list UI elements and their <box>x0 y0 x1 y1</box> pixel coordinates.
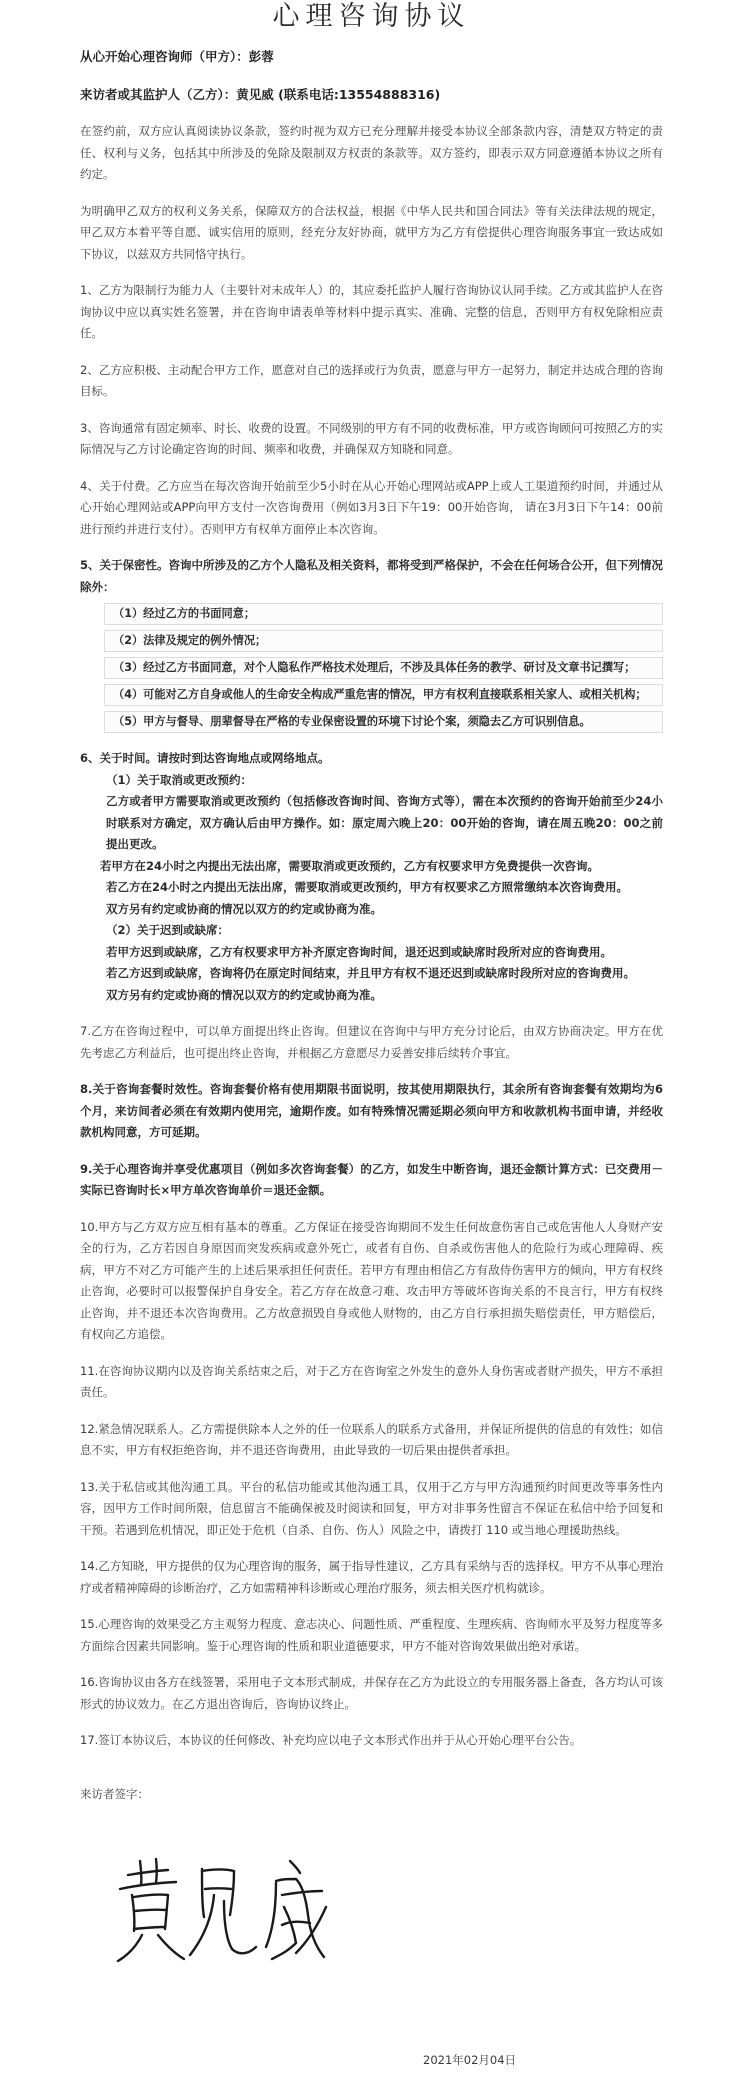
handwritten-signature <box>110 1855 340 1970</box>
clause-3: 3、咨询通常有固定频率、时长、收费的设置。不同级别的甲方有不同的收费标准，甲方或咨询顾问可按照乙方的实际情况与乙方讨论确定咨询的时间、频率和收费，并确保双方知晓和同意。 <box>80 420 663 456</box>
agreement-document <box>80 0 663 1805</box>
clause-13: 13.关于私信或其他沟通工具。平台的私信功能或其他沟通工具，仅用于乙方与甲方沟通预约时间更改等事务性内容，因甲方工作时间所限，信息留言不能确保被及时阅读和回复，甲方对非事务性留言不保证在私信中给予回复和干预。若遇到危机情况，即正处于危机（自杀、自伤、伤人）风险之中，请拨打 110 或当地心理援助热线。 <box>80 1479 663 1537</box>
clause-1: 1、乙方为限制行为能力人（主要针对未成年人）的，其应委托监护人履行咨询协议认同手续。乙方或其监护人在咨询协议中应以真实姓名签署，并在咨询申请表单等材料中提示真实、准确、完整的信息，否则甲方有权免除相应责任。 <box>80 283 663 340</box>
clause-5-item: （5）甲方与督导、朋辈督导在严格的专业保密设置的环境下讨论个案，须隐去乙方可识别信息。 <box>104 711 663 733</box>
clause-6-sub1-line: 若甲方在24小时之内提出无法出席，需要取消或更改预约，乙方有权要求甲方免费提供一次咨询。 <box>100 858 599 873</box>
clause-5-item: （2）法律及规定的例外情况； <box>104 630 663 652</box>
clause-7: 7.乙方在咨询过程中，可以单方面提出终止咨询。但建议在咨询中与甲方充分讨论后，由双方协商决定。甲方在优先考虑乙方利益后，也可提出终止咨询，并根据乙方意愿尽力妥善安排后续转介事宜。 <box>80 1024 663 1060</box>
clause-8: 8.关于咨询套餐时效性。咨询套餐价格有使用期限书面说明，按其使用期限执行，其余所有咨询套餐有效期均为6个月，来访间者必须在有效期内使用完，逾期作废。如有特殊情况需延期必须向甲方和收款机构书面申请，并经收款机构同意，方可延期。 <box>80 1082 663 1139</box>
clause-6-sub2-title: （2）关于迟到或缺席： <box>106 923 230 937</box>
clause-12: 12.紧急情况联系人。乙方需提供除本人之外的任一位联系人的联系方式备用，并保证所提供的信息的有效性；如信息不实，甲方有权拒绝咨询，并不退还咨询费用，由此导致的一切后果由提供者承担。 <box>80 1421 663 1457</box>
clause-14: 14.乙方知晓，甲方提供的仅为心理咨询的服务，属于指导性建议，乙方具有采纳与否的选择权。甲方不从事心理治疗或者精神障碍的诊断治疗，乙方如需精神科诊断或心理治疗服务，须去相关医疗机构就诊。 <box>80 1559 663 1595</box>
clause-6: 6、关于时间。请按时到达咨询地点或网络地点。 <box>80 751 330 765</box>
clause-16: 16.咨询协议由各方在线签署，采用电子文本形式制成，并保存在乙方为此设立的专用服务器上备查，各方均认可该形式的协议效力。在乙方退出咨询后，咨询协议终止。 <box>80 1675 663 1711</box>
intro-paragraph-1: 在签约前，双方应认真阅读协议条款，签约时视为双方已充分理解并接受本协议全部条款内容，清楚双方特定的责任、权利与义务，包括其中所涉及的免除及限制双方权责的条款等。双方签约，即表示双方同意遵循本协议之所有约定。 <box>80 124 663 181</box>
clause-15: 15.心理咨询的效果受乙方主观努力程度、意志决心、问题性质、严重程度、生理疾病、咨询师水平及努力程度等多方面综合因素共同影响。鉴于心理咨询的性质和职业道德要求，甲方不能对咨询效果做出绝对承诺。 <box>80 1617 663 1653</box>
clause-6-sub1-title: （1）关于取消或更改预约： <box>106 772 253 787</box>
clause-11: 11.在咨询协议期内以及咨询关系结束之后，对于乙方在咨询室之外发生的意外人身伤害或者财产损失，甲方不承担责任。 <box>80 1363 663 1399</box>
clause-9: 9.关于心理咨询并享受优惠项目（例如多次咨询套餐）的乙方，如发生中断咨询，退还金额计算方式：已交费用－实际已咨询时长×甲方单次咨询单价＝退还金额。 <box>80 1161 663 1197</box>
page-title: 心理咨询协议 <box>272 1 471 32</box>
signature-label: 来访者签字： <box>80 1786 149 1801</box>
party-a: 从心开始心理咨询师（甲方）：彭蓉 <box>80 49 274 64</box>
clause-6-sub1-line: 双方另有约定或协商的情况以双方的约定或协商为准。 <box>106 901 382 916</box>
clause-6-sub1-line: 若乙方在24小时之内提出无法出席，需要取消或更改预约，甲方有权要求乙方照常缴纳本次咨询费用。 <box>106 880 628 894</box>
clause-10: 10.甲方与乙方双方应互相有基本的尊重。乙方保证在接受咨询期间不发生任何故意伤害自己或危害他人人身财产安全的行为，乙方若因自身原因而突发疾病或意外死亡，或者有自伤、自杀或伤害他人的危险行为或心理障碍、疾病，甲方不对乙方可能产生的上述后果承担任何责任。若甲方有理由相信乙方有敌侍伤害甲方的倾向，甲方有权终止咨询，必要时可以报警保护自身安全。若乙方存在故意刁难、攻击甲方等破坏咨询关系的不良言行，甲方有权终止咨询，并不退还本次咨询费用。乙方故意损毁自身或他人财物的，由乙方自行承担损失赔偿责任，甲方赔偿后，有权向乙方追偿。 <box>80 1219 663 1341</box>
clause-6-sub2-line: 若甲方迟到或缺席，乙方有权要求甲方补齐原定咨询时间，退还迟到或缺席时段所对应的咨询费用。 <box>106 944 612 959</box>
clause-6-sub2-line: 双方另有约定或协商的情况以双方的约定或协商为准。 <box>106 987 382 1002</box>
clause-5-item: （1）经过乙方的书面同意； <box>104 603 663 625</box>
sign-date: 2021年02月04日 <box>423 2053 517 2067</box>
party-b: 来访者或其监护人（乙方）：黄见威 (联系电话:13554888316) <box>80 87 441 102</box>
clause-5-item: （3）经过乙方书面同意，对个人隐私作严格技术处理后，不涉及具体任务的教学、研讨及文章书记撰写； <box>104 657 663 679</box>
clause-5-item: （4）可能对乙方自身或他人的生命安全构成严重危害的情况，甲方有权利直接联系相关家人、或相关机构； <box>104 684 663 706</box>
clause-6-sub1-line: 乙方或者甲方需要取消或更改预约（包括修改咨询时间、咨询方式等），需在本次预约的咨询开始前至少24小时联系对方确定，双方确认后由甲方操作。如：原定周六晚上20：00开始的咨询，请在周五晚20：00之前提出更改。 <box>106 794 663 851</box>
clause-4: 4、关于付费。乙方应当在每次咨询开始前至少5小时在从心开始心理网站或APP上或人工渠道预约时间，并通过从心开始心理网站或APP向甲方支付一次咨询费用（例如3月3日下午19：00开始咨询， 请在3月3日下午14：00前进行预约并进行支付）。否则甲方有权单方面停止本次咨询。 <box>80 478 663 536</box>
intro-paragraph-2: 为明确甲乙双方的权利义务关系，保障双方的合法权益，根据《中华人民共和国合同法》等有关法律法规的规定，甲乙双方本着平等自愿、诚实信用的原则，经充分友好协商，就甲方为乙方有偿提供心理咨询服务事宜一致达成如下协议，以兹双方共同恪守执行。 <box>80 203 663 261</box>
clause-2: 2、乙方应积极、主动配合甲方工作，愿意对自己的选择或行为负责，愿意与甲方一起努力，制定并达成合理的咨询目标。 <box>80 362 663 398</box>
clause-5: 5、关于保密性。咨询中所涉及的乙方个人隐私及相关资料，都将受到严格保护，不会在任何场合公开，但下列情况除外： <box>80 558 663 594</box>
clause-6-sub2-line: 若乙方迟到或缺席，咨询将仍在原定时间结束，并且甲方有权不退还迟到或缺席时段所对应的咨询费用。 <box>106 966 635 980</box>
clause-17: 17.签订本协议后，本协议的任何修改、补充均应以电子文本形式作出并于从心开始心理平台公告。 <box>80 1733 582 1747</box>
